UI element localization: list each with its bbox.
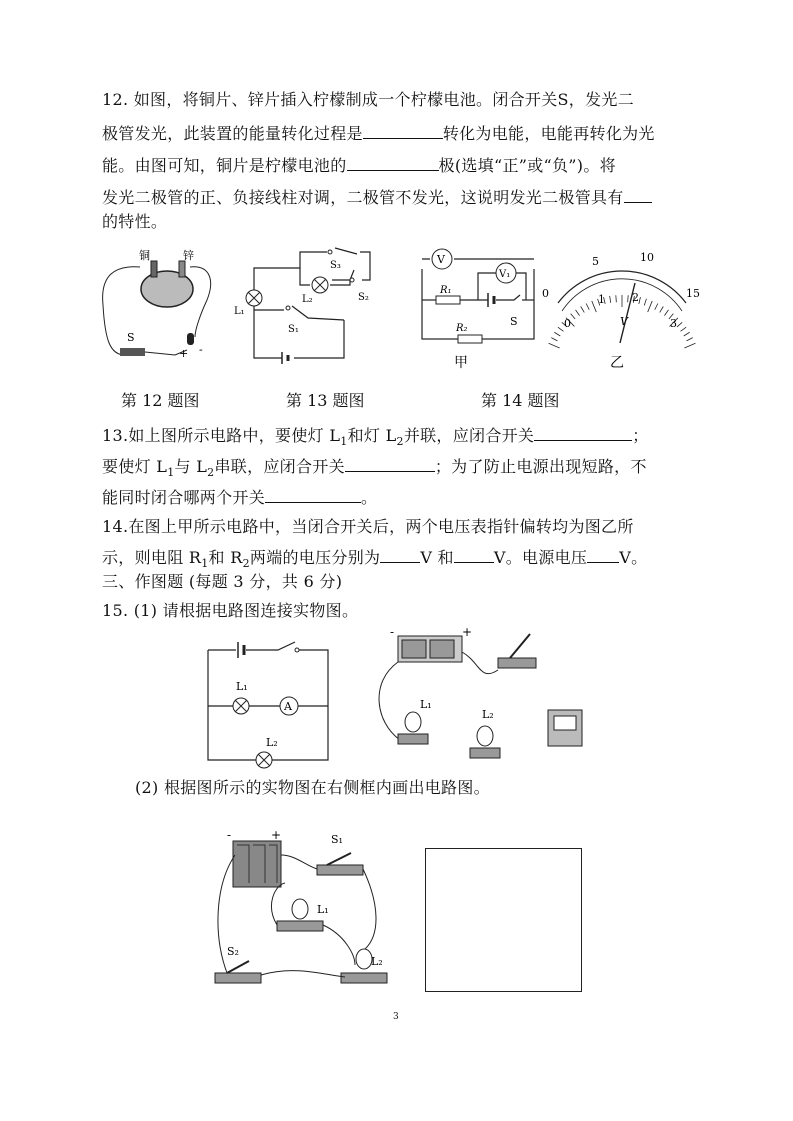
phys-l1-label: L₁ xyxy=(420,698,432,711)
q13-line3 xyxy=(102,486,377,508)
lamp-l1-bulb-icon xyxy=(405,712,421,732)
answer-drawing-box[interactable] xyxy=(425,848,582,992)
q14-line2 xyxy=(102,546,647,574)
l2-label: L₂ xyxy=(371,955,383,968)
lamp-l1-bulb-icon xyxy=(292,899,308,919)
figure-15b-physical-circuit xyxy=(205,825,390,995)
r2-label: R₂ xyxy=(456,323,468,334)
lamp-l2-bulb-icon xyxy=(356,949,372,969)
q13-text: 13.如上图所示电路中，要使灯 L xyxy=(102,426,341,445)
voltmeter-v-label: V xyxy=(437,253,445,266)
s1-label: S₁ xyxy=(331,833,343,846)
switch-label: S xyxy=(127,331,135,344)
battery-plus-label: + xyxy=(271,828,282,842)
dial-tick xyxy=(628,295,629,302)
figure-12-lemon-battery xyxy=(95,245,220,370)
subscript: 2 xyxy=(242,557,250,571)
figure-15a-circuit-diagram xyxy=(200,630,335,770)
q13-line2 xyxy=(102,455,647,483)
led-minus-label: - xyxy=(199,343,203,356)
ammeter-label: A xyxy=(284,700,292,713)
q12-line2 xyxy=(102,122,655,144)
dial-tick xyxy=(664,310,668,316)
voltmeter-v1-label: V₁ xyxy=(499,269,511,280)
battery-minus-label: - xyxy=(227,828,232,842)
dial-tick xyxy=(687,338,693,341)
answer-blank-pole[interactable] xyxy=(347,154,439,171)
answer-blank-source[interactable] xyxy=(587,546,619,563)
q12-text: 发光二极管的正、负接线柱对调，二极管不发光，这说明发光二极管具有 xyxy=(102,188,624,207)
q13-text: ；为了防止电源出现短路，不 xyxy=(434,457,647,476)
q13-text: ； xyxy=(632,426,649,445)
answer-blank-parallel[interactable] xyxy=(534,424,632,441)
dial-tick xyxy=(549,343,560,348)
subscript: 2 xyxy=(396,435,404,449)
q15-part1: 15. (1) 请根据电路图连接实物图。 xyxy=(102,601,359,620)
dial-top-tick: 0 xyxy=(542,287,549,300)
switch-icon xyxy=(295,648,299,652)
q14-line1: 14.在图上甲所示电路中，当闭合开关后，两个电压表指针偏转均为图乙所 xyxy=(102,517,634,536)
figure-13-circuit xyxy=(232,240,380,370)
dial-top-tick: 15 xyxy=(686,287,700,300)
s2-label: S₂ xyxy=(358,292,369,303)
figure-14b-label: 乙 xyxy=(610,355,624,370)
q13-text: 。 xyxy=(361,488,378,507)
dial-tick xyxy=(581,306,585,312)
l2-label: L₂ xyxy=(302,294,313,305)
answer-blank-series[interactable] xyxy=(345,455,435,472)
dial-tick xyxy=(616,295,617,302)
q12-line3 xyxy=(102,154,616,176)
dial-bottom-tick: 0 xyxy=(564,317,571,330)
zinc-plate-icon xyxy=(179,261,185,277)
dial-bottom-tick: 1 xyxy=(598,293,605,306)
answer-blank-u2[interactable] xyxy=(454,546,494,563)
l1-label: L₁ xyxy=(236,680,248,693)
s2-label: S₂ xyxy=(227,945,239,958)
lamp-l2-bulb-icon xyxy=(477,726,493,746)
answer-blank-energy[interactable] xyxy=(363,122,443,139)
q13-line1 xyxy=(102,424,649,452)
q12-text: 极(选填“正”或“负”)。将 xyxy=(438,156,616,175)
copper-plate-icon xyxy=(151,261,157,277)
dial-tick xyxy=(576,310,580,316)
figure-15a-physical-components xyxy=(370,622,595,762)
switch-icon xyxy=(120,348,145,356)
subscript: 1 xyxy=(201,557,209,571)
dial-tick xyxy=(558,327,564,331)
dial-unit: V xyxy=(620,315,628,328)
dial-bottom-tick: 3 xyxy=(670,317,677,330)
q12-text: 极管发光，此装置的能量转化过程是 xyxy=(102,124,363,143)
q13-text: 能同时闭合哪两个开关 xyxy=(102,488,266,507)
dial-tick xyxy=(551,338,557,341)
l1-label: L₁ xyxy=(317,903,329,916)
q14-text: V。电源电压 xyxy=(493,548,588,567)
q13-text: 和灯 L xyxy=(347,426,397,445)
q14-text: 和 R xyxy=(208,548,243,567)
figure-14a-circuit xyxy=(418,245,542,370)
switch-icon xyxy=(498,658,536,668)
q13-text: 并联，应闭合开关 xyxy=(403,426,535,445)
figure-14b-voltmeter-dial xyxy=(540,245,700,370)
section-3-heading: 三、作图题 (每题 3 分，共 6 分) xyxy=(102,572,343,591)
dial-top-tick: 5 xyxy=(592,255,599,268)
switch-s1-icon xyxy=(317,865,363,875)
resistor-r2-icon xyxy=(458,335,482,343)
dial-tick xyxy=(554,332,560,336)
dial-tick xyxy=(571,314,575,319)
caption-fig13: 第 13 题图 xyxy=(286,391,365,410)
subscript: 1 xyxy=(340,435,348,449)
dial-tick xyxy=(677,322,682,327)
q14-text: V。 xyxy=(619,548,648,567)
q12-line4 xyxy=(102,186,652,208)
figure-14a-label: 甲 xyxy=(454,355,468,370)
caption-fig12: 第 12 题图 xyxy=(121,391,200,410)
battery-minus-label: - xyxy=(390,625,395,639)
page-number: 3 xyxy=(393,1012,399,1022)
dial-tick xyxy=(592,301,597,312)
q12-text: 能。由图可知，铜片是柠檬电池的 xyxy=(102,156,347,175)
dial-tick xyxy=(660,306,664,312)
q13-text: 与 L xyxy=(174,457,208,476)
answer-blank-property[interactable] xyxy=(624,186,652,203)
subscript: 2 xyxy=(207,466,215,480)
q12-line1: 12. 如图，将铜片、锌片插入柠檬制成一个柠檬电池。闭合开关S，发光二 xyxy=(102,90,634,109)
zinc-label: 锌 xyxy=(183,249,194,262)
copper-label: 铜 xyxy=(139,249,150,262)
q15-part2: (2) 根据图所示的实物图在右侧框内画出电路图。 xyxy=(135,778,490,797)
dial-tick xyxy=(586,303,589,309)
dial-tick xyxy=(639,297,641,304)
answer-blank-u1[interactable] xyxy=(380,546,420,563)
dial-tick xyxy=(681,327,687,331)
l2-label: L₂ xyxy=(266,736,278,749)
q14-text: V 和 xyxy=(420,548,454,567)
resistor-r1-icon xyxy=(436,296,460,304)
dial-tick xyxy=(684,343,695,348)
dial-tick xyxy=(655,303,658,309)
s3-label: S₃ xyxy=(330,260,341,271)
dial-tick xyxy=(610,296,611,303)
phys-l2-label: L₂ xyxy=(482,708,494,721)
q12-line5: 的特性。 xyxy=(102,212,168,231)
dial-top-tick: 10 xyxy=(640,251,654,264)
dial-bottom-tick: 2 xyxy=(632,291,639,304)
s1-label: S₁ xyxy=(288,324,299,335)
subscript: 1 xyxy=(167,466,175,480)
battery-plus-label: + xyxy=(462,625,473,639)
q14-text: 两端的电压分别为 xyxy=(249,548,381,567)
dial-tick xyxy=(684,332,690,336)
switch-s-label: S xyxy=(510,315,518,328)
led-plus-label: + xyxy=(179,347,189,360)
q13-text: 要使灯 L xyxy=(102,457,168,476)
q12-text: 转化为电能，电能再转化为光 xyxy=(442,124,655,143)
switch-s2-icon xyxy=(215,973,261,983)
battery-pack-icon xyxy=(233,841,281,887)
q14-text: 示，则电阻 R xyxy=(102,548,202,567)
l1-label: L₁ xyxy=(234,306,245,317)
dial-tick xyxy=(648,301,653,312)
q13-text: 串联，应闭合开关 xyxy=(214,457,345,476)
answer-blank-short-circuit[interactable] xyxy=(265,486,361,503)
dial-tick xyxy=(644,299,646,306)
caption-fig14: 第 14 题图 xyxy=(481,391,560,410)
r1-label: R₁ xyxy=(440,285,452,296)
led-icon xyxy=(187,333,194,345)
